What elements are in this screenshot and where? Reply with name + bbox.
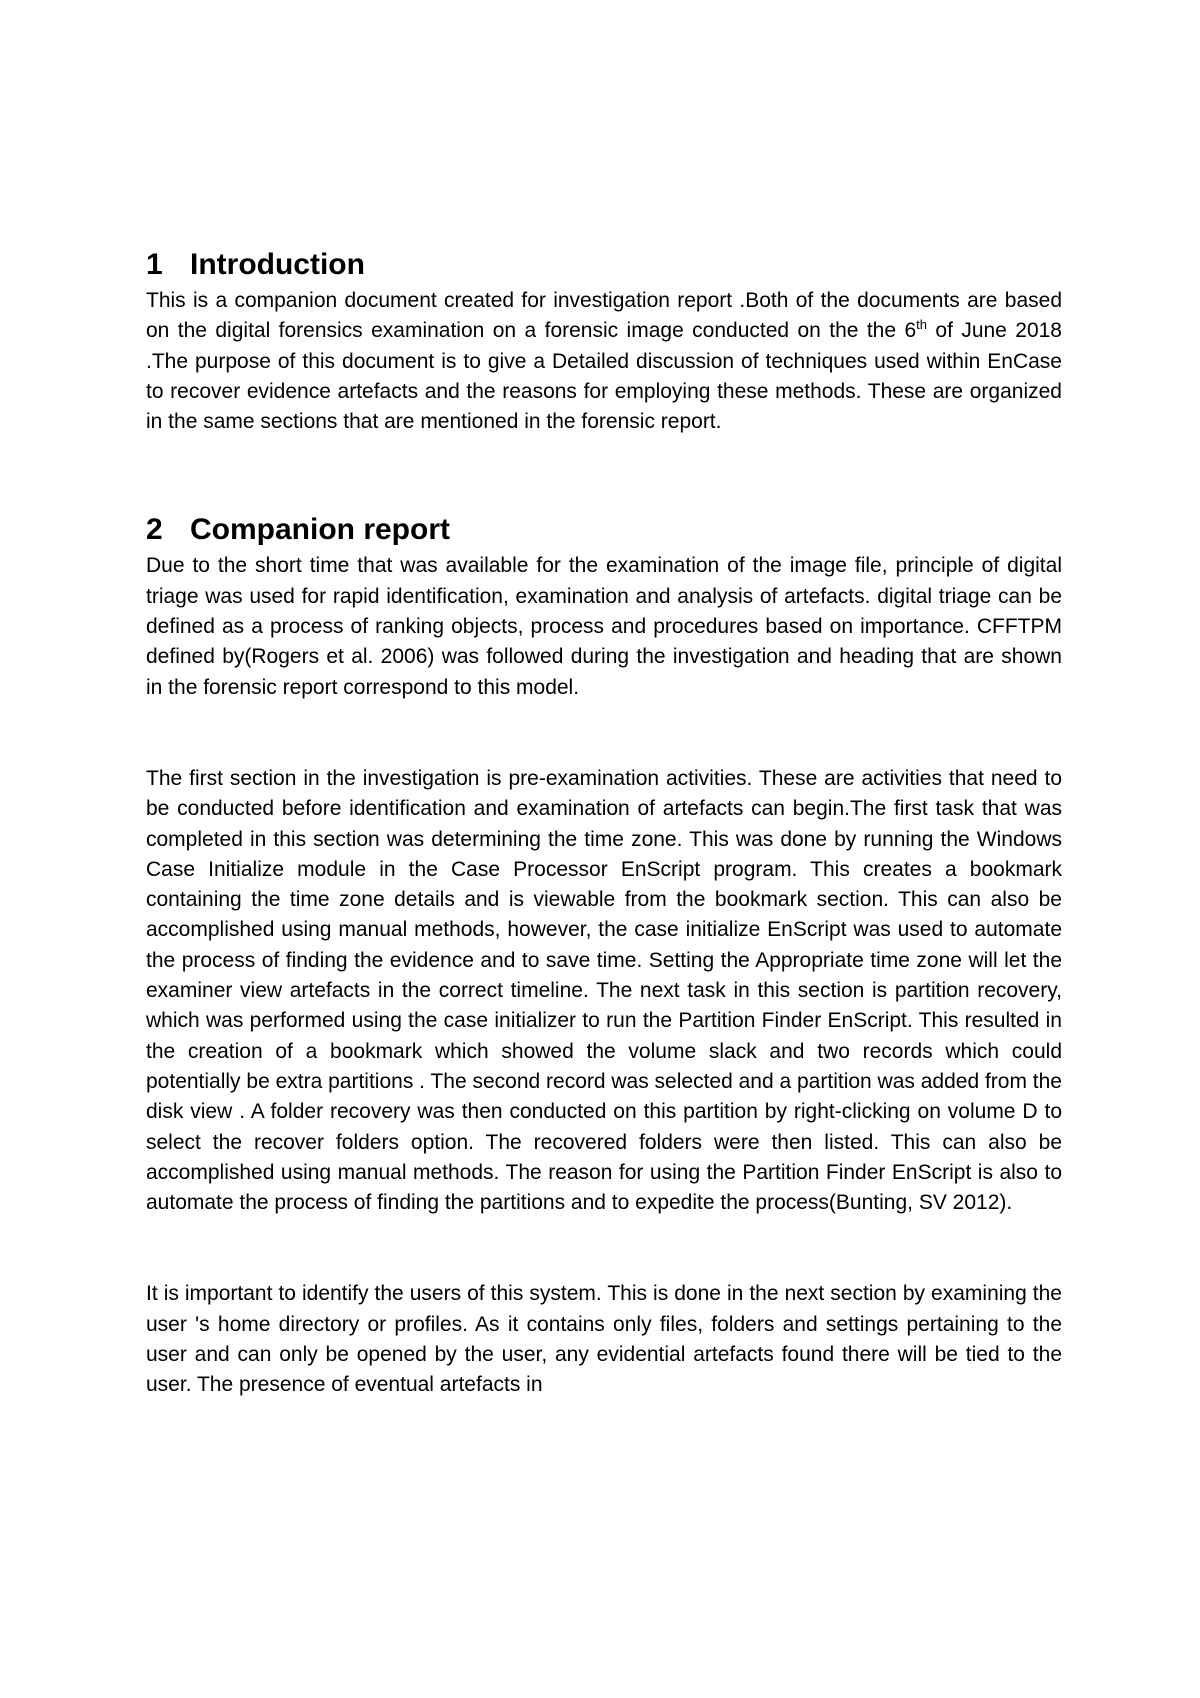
section-number: 2 [146,513,163,547]
companion-paragraph-2: The first section in the investigation is pre-examination activities. These are activities that need to be conducted before identification and examination of artefacts can begin.The first task that was completed in this section was determining the time zone. This was done by running the Windows Case Initialize module in the Case Processor EnScript program. This creates a bookmark containing the time zone details and is viewable from the bookmark section. This can also be accomplished using manual methods, however, the case initialize EnScript was used to automate the process of finding the evidence and to save time. Setting the Appropriate time zone will let the examiner view artefacts in the correct timeline. The next task in this section is partition recovery, which was performed using the case initializer to run the Partition Finder EnScript. This resulted in the creation of a bookmark which showed the volume slack and two records which could potentially be extra partitions . The second record was selected and a partition was added from the disk view . A folder recovery was then conducted on this partition by right-clicking on volume D to select the recover folders option. The recovered folders were then listed. This can also be accomplished using manual methods. The reason for using the Partition Finder EnScript is also to automate the process of finding the partitions and to expedite the process(Bunting, SV 2012). [146,766,1062,1215]
ordinal-superscript: th [916,317,927,333]
section-title: Companion report [190,513,450,547]
companion-paragraph-3: It is important to identify the users of this system. This is done in the next section by examining the user 's home directory or profiles. As it contains only files, folders and settings pertaining to the user and can only be opened by the user, any evidential artefacts found there will be tied to the user. The presence of eventual artefacts in [146,1282,1062,1397]
paragraph-spacer [146,1218,1062,1279]
paragraph-text-continued: of June 2018 .The purpose of this document is to give a Detailed discussion of techniques used within EnCase to recover evidence artefacts and the reasons for employing these methods. These are organized in the same sections that are mentioned in the forensic report. [146,319,1062,434]
companion-paragraph-1: Due to the short time that was available for the examination of the image file, principle of digital triage was used for rapid identification, examination and analysis of artefacts. digital triage can be defined as a process of ranking objects, process and procedures based on importance. CFFTPM defined by(Rogers et al. 2006) was followed during the investigation and heading that are shown in the forensic report correspond to this model. [146,554,1062,699]
section-heading-companion-report [146,511,1062,549]
document-body [146,246,1062,1401]
introduction-paragraph [146,286,1062,437]
section-number: 1 [146,248,163,281]
section-heading-introduction [146,246,1062,284]
paragraph-spacer [146,703,1062,764]
paragraph-text: This is a companion document created for investigation report .Both of the documents are based on the digital forensics examination on a forensic image conducted on the the 6 [146,289,1062,343]
section-title: Introduction [190,248,365,281]
section-spacer [146,437,1062,511]
